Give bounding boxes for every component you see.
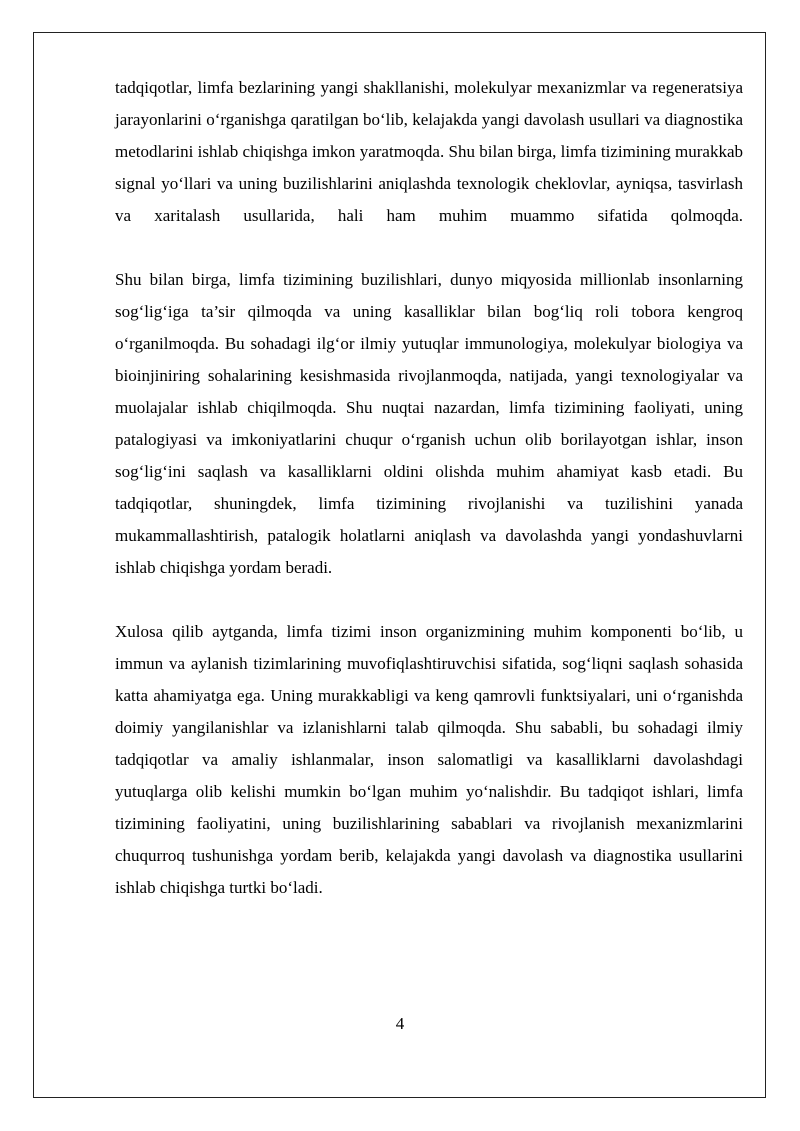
document-body — [115, 72, 743, 904]
paragraph-2: Shu bilan birga, limfa tizimining buzilishlari, dunyo miqyosida millionlab insonlarning sog‘lig‘iga ta’sir qilmoqda va uning kasalliklar bilan bog‘liq roli tobora kengroq o‘rganilmoqda. Bu sohadagi ilg‘or ilmiy yutuqlar immunologiya, molekulyar biologiya va bioinjiniring sohalarining kesishmasida rivojlanmoqda, natijada, yangi texnologiyalar va muolajalar ishlab chiqilmoqda. Shu nuqtai nazardan, limfa tizimining faoliyati, uning patalogiyasi va imkoniyatlarini chuqur o‘rganish uchun olib borilayotgan ishlar, inson sog‘lig‘ini saqlash va kasalliklarni oldini olishda muhim ahamiyat kasb etadi. Bu tadqiqotlar, shuningdek, limfa tizimining rivojlanishi va tuzilishini yanada mukammallashtirish, patalogik holatlarni aniqlash va davolashda yangi yondashuvlarni ishlab chiqishga yordam beradi. — [115, 270, 743, 577]
paragraph-3: Xulosa qilib aytganda, limfa tizimi inson organizmining muhim komponenti bo‘lib, u immun va aylanish tizimlarining muvofiqlashtiruvchisi sifatida, sog‘liqni saqlash sohasida katta ahamiyatga ega. Uning murakkabligi va keng qamrovli funktsiyalari, uni o‘rganishda doimiy yangilanishlar va izlanishlarni talab qilmoqda. Shu sababli, bu sohadagi ilmiy tadqiqotlar va amaliy ishlanmalar, inson salomatligi va kasalliklarni davolashdagi yutuqlarga olib kelishi mumkin bo‘lgan muhim yo‘nalishdir. Bu tadqiqot ishlari, limfa tizimining faoliyatini, uning buzilishlarining sabablari va rivojlanish mexanizmlarini chuqurroq tushunishga yordam berib, kelajakda yangi davolash va diagnostika usullarini ishlab chiqishga turtki bo‘ladi. — [115, 622, 743, 897]
paragraph-1: tadqiqotlar, limfa bezlarining yangi shakllanishi, molekulyar mexanizmlar va regeneratsiya jarayonlarini o‘rganishga qaratilgan bo‘lib, kelajakda yangi davolash usullari va diagnostika metodlarini ishlab chiqishga imkon yaratmoqda. Shu bilan birga, limfa tizimining murakkab signal yo‘llari va uning buzilishlarini aniqlashda texnologik cheklovlar, ayniqsa, tasvirlash va xaritalash usullarida, hali ham muhim muammo sifatida qolmoqda. — [115, 78, 743, 225]
page-number: 4 — [395, 1014, 405, 1033]
